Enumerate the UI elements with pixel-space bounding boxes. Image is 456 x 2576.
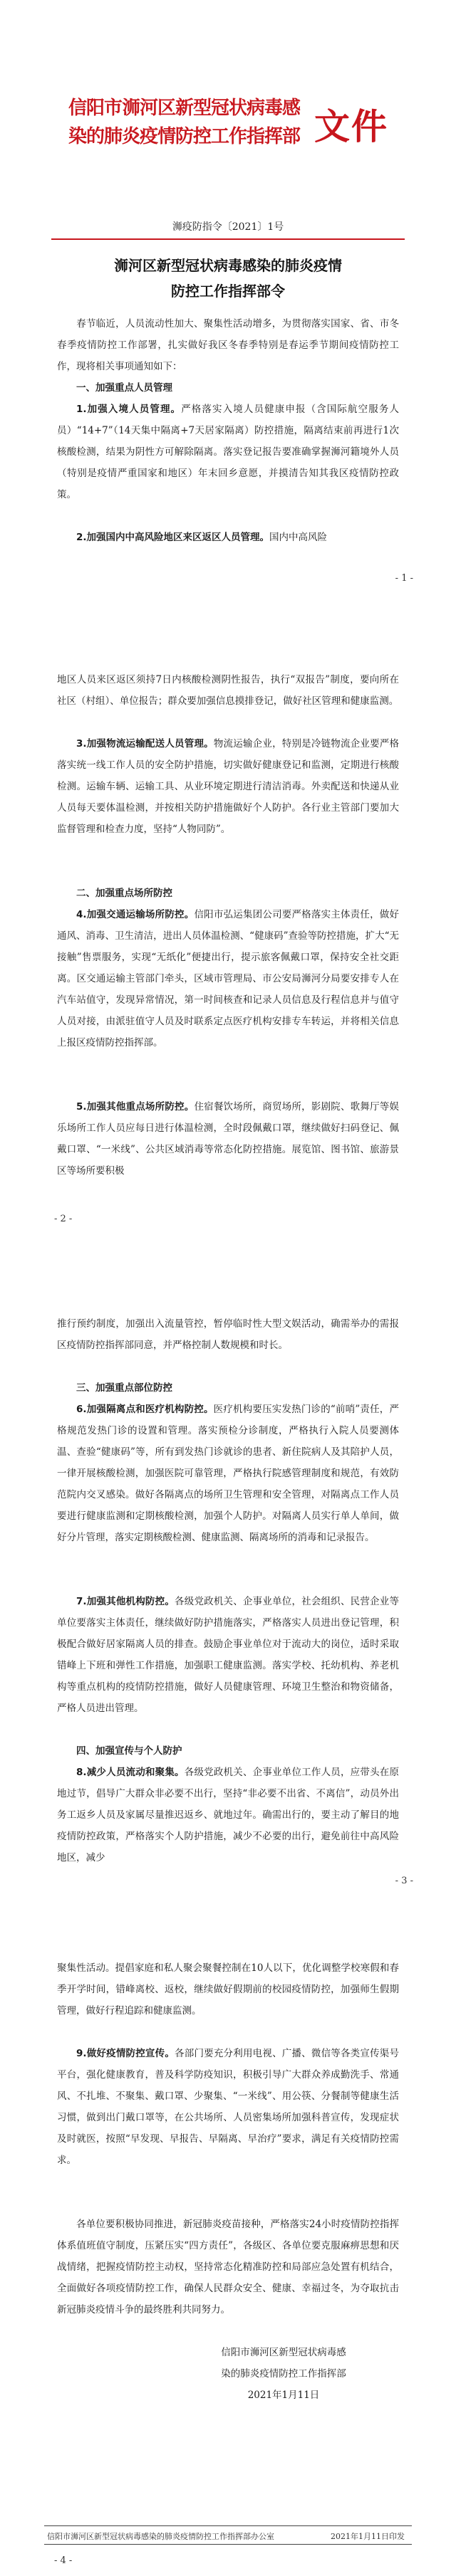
section-heading-2: 二、加强重点场所防控 xyxy=(76,888,172,899)
page-3 xyxy=(0,1285,456,1929)
item-2-part-2: 地区人员来区返区须持7日内核酸检测阴性报告，执行“双报告”制度，要向所在社区（村组）、单位报告；群众要加强信息摸排登记，做好社区管理和健康监测。 xyxy=(57,674,399,707)
document-title xyxy=(0,253,456,304)
item-5-part-1: 5.加强其他重点场所防控。住宿餐饮场所，商贸场所，影剧院、歌舞厅等娱乐场所工作人员应每日进行体温检测，全时段佩戴口罩，继续做好扫码登记、佩戴口罩、“一米线”、公共区域消毒等常态化防控措施。展览馆、图书馆、旅游景区等场所要积极 xyxy=(57,1101,399,1177)
item-6: 6.加强隔离点和医疗机构防控。医疗机构要压实发热门诊的“前哨”责任，严格规范发热门诊的设置和管理。落实预检分诊制度，严格执行入院人员要测体温、查验“健康码”等，所有到发热门诊就诊的患者、新住院病人及其陪护人员，一律开展核酸检测，加强医院可靠管理，严格执行院感管理制度和规范，有效防范院内交叉感染。做好各隔离点的场所卫生管理和安全管理，对隔离点工作人员要进行健康监测和定期核酸检测，加强个人防护。对隔离人员实行单人单间，做好分片管理，落实定期核酸检测、健康监测、隔离场所的消毒和记录报告。 xyxy=(57,1404,399,1543)
signature-date: 2021年1月11日 xyxy=(247,2390,320,2401)
issuing-organization xyxy=(68,94,304,151)
page-4 xyxy=(0,1929,456,2576)
title-line-1: 浉河区新型冠状病毒感染的肺炎疫情 xyxy=(114,257,342,274)
page-number: - 2 - xyxy=(54,1214,73,1224)
document-header xyxy=(68,85,410,171)
item-5-part-2: 推行预约制度，加强出入流量管控，暂停临时性大型文娱活动，确需举办的需报区疫情防控指挥部同意，并严格控制人数规模和时长。 xyxy=(57,1318,399,1351)
page-1 xyxy=(0,0,456,641)
item-8-part-2: 聚集性活动。提倡家庭和私人聚会聚餐控制在10人以下，优化调整学校寒假和春季开学时间，错峰离校、返校，继续做好假期前的校园疫情防控，加强师生假期管理，做好行程追踪和健康监测。 xyxy=(57,1962,399,2017)
footer-issue-date: 2021年1月11日印发 xyxy=(331,2532,405,2541)
intro-paragraph: 春节临近，人员流动性加大、聚集性活动增多，为贯彻落实国家、省、市冬春季疫情防控工作部署，扎实做好我区冬春季特别是春运季节期间疫情防控工作，现将相关事项通知如下： xyxy=(57,318,399,372)
closing-paragraph: 各单位要积极协同推进，新冠肺炎疫苗接种，严格落实24小时疫情防控指挥体系值班值守制度，压紧压实“四方责任”，各级区、各单位要克服麻痹思想和厌战情绪，把握疫情防控主动权，坚持常态化精准防控和局部应急处置有机结合，全面做好各项疫情防控工作，确保人民群众安全、健康、幸福过冬，为夺取抗击新冠肺炎疫情斗争的最终胜利共同努力。 xyxy=(57,2219,399,2315)
item-9: 9.做好疫情防控宣传。各部门要充分利用电视、广播、微信等各类宣传渠号平台，强化健康教育，普及科学防疫知识，积极引导广大群众养成勤洗手、常通风、不扎堆、不聚集、戴口罩、少聚集、“一米线”、用公筷、分餐制等健康生活习惯，做到出门戴口罩等，在公共场所、人员密集场所加强科普宣传，发现症状及时就医，按照“早发现、早报告、早隔离、早治疗”要求，满足有关疫情防控需求。 xyxy=(57,2048,399,2166)
page-number: - 4 - xyxy=(54,2555,73,2566)
title-line-2: 防控工作指挥部令 xyxy=(171,283,285,300)
item-8-part-1: 8.减少人员流动和聚集。各级党政机关、企事业单位工作人员，应带头在原地过节，倡导广大群众非必要不出行，坚持“非必要不出省、不离信”，动员外出务工返乡人员及家属尽量推迟返乡、就地过年。确需出行的，要主动了解目的地疫情防控政策，严格落实个人防护措施，减少不必要的出行，避免前往中高风险地区，减少 xyxy=(57,1767,399,1863)
org-line-2: 染的肺炎疫情防控工作指挥部 xyxy=(68,126,301,147)
signature-line-1: 信阳市浉河区新型冠状病毒感 xyxy=(221,2347,346,2358)
document-number: 浉疫防指令〔2021〕1号 xyxy=(172,221,284,233)
red-divider xyxy=(51,238,405,240)
org-line-1: 信阳市浉河区新型冠状病毒感 xyxy=(68,98,301,119)
page-2 xyxy=(0,641,456,1285)
item-2-part-1: 2.加强国内中高风险地区来区返区人员管理。国内中高风险 xyxy=(76,532,328,543)
signature-line-2: 染的肺炎疫情防控工作指挥部 xyxy=(221,2368,346,2380)
document-suffix: 文件 xyxy=(314,105,388,147)
section-heading-1: 一、加强重点人员管理 xyxy=(76,382,172,394)
item-1: 1.加强入境人员管理。严格落实入境人员健康申报（含国际航空服务人员）“14+7”（14天集中隔离+7天居家隔离）防控措施，隔离结束前再进行1次核酸检测，结果为阴性方可解除隔离。落实登记报告要准确掌握浉河籍境外人员（特别是疫情严重国家和地区）年末回乡意愿，并摸清告知其我区疫情防控政策。 xyxy=(57,404,399,500)
footer-divider-top xyxy=(44,2525,412,2526)
item-7: 7.加强其他机构防控。各级党政机关、企事业单位，社会组织、民营企业等单位要落实主体责任，继续做好防护措施落实，严格落实人员进出登记管理，积极配合做好居家隔离人员的排查。鼓励企事业单位对于流动大的岗位，适时采取错峰上下班和弹性工作措施，加强职工健康监测。落实学校、托幼机构、养老机构等重点机构的疫情防控措施，做好人员健康管理、环境卫生整治和物资储备，严格人员进出管理。 xyxy=(57,1596,399,1714)
signature-block xyxy=(191,2342,376,2406)
page-number: - 1 - xyxy=(395,573,413,584)
item-4: 4.加强交通运输场所防控。信阳市弘运集团公司要严格落实主体责任，做好通风、消毒、卫生清洁，进出人员体温检测、“健康码”查验等防控措施，扩大“无接触”售票服务，实现“无纸化”便捷出行，提示旅客佩戴口罩，保持安全社交距离。区交通运输主管部门牵头，区域市管理局、市公安局浉河分局要安排专人在汽车站值守，发现异常情况，第一时间核查和记录人员信息及行程信息并与值守人员对接，由派驻值守人员及时联系定点医疗机构安排专车转运，并将相关信息上报区疫情防控指挥部。 xyxy=(57,909,399,1048)
item-3: 3.加强物流运输配送人员管理。物流运输企业，特别是冷链物流企业要严格落实统一线工作人员的安全防护措施，切实做好健康登记和监测，定期进行核酸检测。运输车辆、运输工具、从业环境定期进行清洁消毒。外卖配送和快递从业人员每天要体温检测，并按相关防护措施做好个人防护。各行业主管部门要加大监督管理和检查力度，坚持“人物同防”。 xyxy=(57,738,399,835)
section-heading-3: 三、加强重点部位防控 xyxy=(76,1382,172,1394)
footer-divider-bottom xyxy=(44,2544,412,2545)
section-heading-4: 四、加强宣传与个人防护 xyxy=(76,1745,182,1757)
page-number: - 3 - xyxy=(395,1876,413,1886)
footer-issuer: 信阳市浉河区新型冠状病毒感染的肺炎疫情防控工作指挥部办公室 xyxy=(47,2532,274,2541)
